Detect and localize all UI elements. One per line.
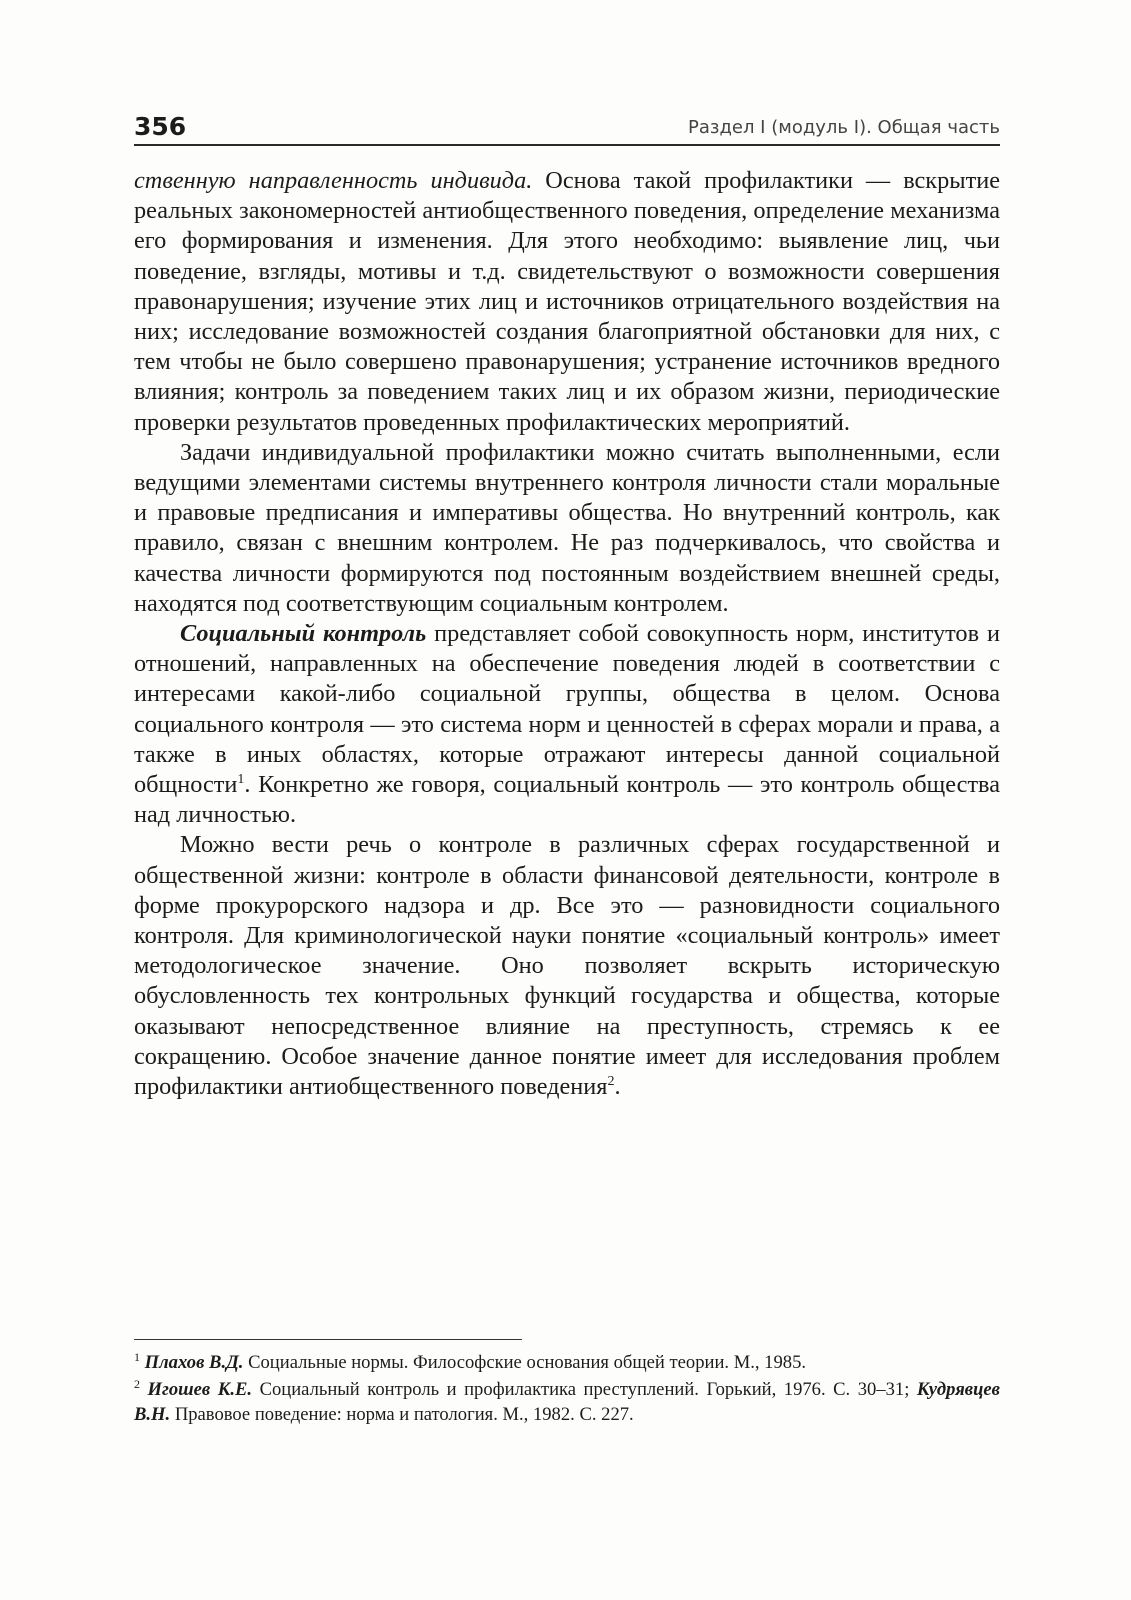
footnote-divider	[134, 1339, 522, 1340]
footnote-2	[134, 1377, 1000, 1427]
paragraph-3-text-end: . Конкретно же говоря, социальный контроль — это контроль общества над личностью.	[134, 771, 1000, 829]
term-social-control: Социальный контроль	[180, 620, 427, 648]
footnote-2-marker: 2	[134, 1376, 140, 1391]
paragraph-1-text: Основа такой профилактики — вскрытие реальных закономерностей антиобщественного поведения, определение механизма его формирования и изменения. Для этого необходимо: выявление лиц, чьи поведение, взгляды, мотивы и т.д. свидетельствуют о возможности совершения правонарушения; изучение этих лиц и источников отрицательного воздействия на них; исследование возможностей создания благоприятной обстановки для них, с тем чтобы не было совершено правонарушения; устранение источников вредного влияния; контроль за поведением таких лиц и их образом жизни, периодические проверки результатов проведенных профилактических мероприятий.	[134, 167, 1000, 436]
paragraph-4-text-end: .	[614, 1073, 621, 1101]
footnote-2-text-2: Правовое поведение: норма и патология. М., 1982. С. 227.	[170, 1404, 634, 1425]
body-text	[134, 166, 1000, 1102]
paragraph-3	[134, 619, 1000, 830]
footnote-1-marker: 1	[134, 1349, 140, 1364]
paragraph-1	[134, 166, 1000, 438]
footnotes	[134, 1350, 1000, 1429]
footnote-ref-1[interactable]: 1	[237, 771, 245, 787]
footnote-1-author: Плахов В.Д.	[144, 1352, 244, 1373]
footnote-2-text: Социальный контроль и профилактика преступлений. Горький, 1976. С. 30–31;	[252, 1379, 917, 1400]
paragraph-4-text: Можно вести речь о контроле в различных сферах государственной и общественной жизни: контроле в области финансовой деятельности, контроле в форме прокурорского надзора и др. Все это — разновидности социального контроля. Для криминологической науки понятие «социальный контроль» имеет методологическое значение. Оно позволяет вскрыть историческую обусловленность тех контрольных функций государства и общества, которые оказывают непосредственное влияние на преступность, стремясь к ее сокращению. Особое значение данное понятие имеет для исследования проблем профилактики антиобщественного поведения	[134, 831, 1000, 1101]
footnote-1-text: Социальные нормы. Философские основания общей теории. М., 1985.	[243, 1352, 807, 1373]
footnote-1	[134, 1350, 1000, 1375]
page-header	[134, 112, 1000, 146]
page-number: 356	[134, 112, 187, 141]
paragraph-2-text: Задачи индивидуальной профилактики можно считать выполненными, если ведущими элементами системы внутреннего контроля личности стали моральные и правовые предписания и императивы общества. Но внутренний контроль, как правило, связан с внешним контролем. Не раз подчеркивалось, что свойства и качества личности формируются под постоянным воздействием внешней среды, находятся под соответствующим социальным контролем.	[134, 438, 1000, 617]
running-head: Раздел I (модуль I). Общая часть	[687, 117, 1000, 138]
footnote-2-author-2: Кудрявцев В.Н.	[134, 1379, 1000, 1425]
paragraph-4	[134, 830, 1000, 1102]
footnote-ref-2[interactable]: 2	[607, 1074, 615, 1089]
footnote-2-author: Игошев К.Е.	[147, 1379, 253, 1400]
paragraph-3-text: представляет собой совокупность норм, институтов и отношений, направленных на обеспечение поведения людей в соответствии с интересами какой-либо социальной группы, общества в целом. Основа социального контроля — это система норм и ценностей в сферах морали и права, а также в иных областях, которые отражают интересы данной социальной общности	[134, 620, 1000, 799]
paragraph-2	[134, 438, 1000, 619]
paragraph-1-italic-lead: ственную направленность индивида.	[134, 167, 533, 194]
